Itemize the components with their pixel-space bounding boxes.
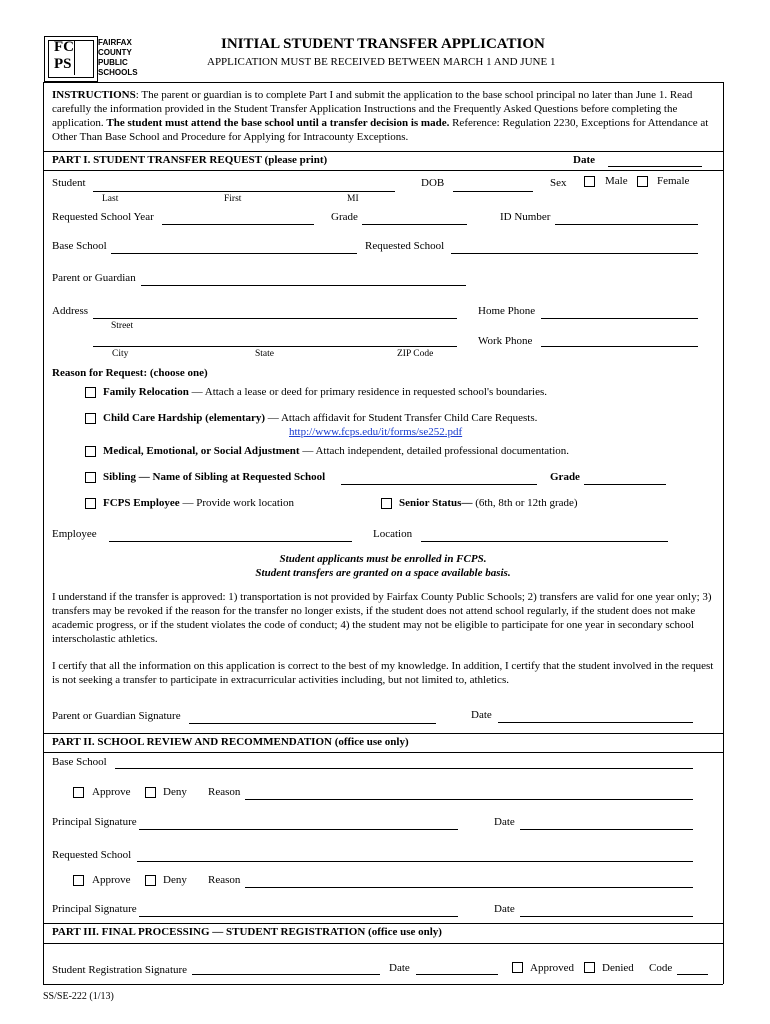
requested-year-field[interactable] [162,224,314,225]
parent-guardian-label: Parent or Guardian [52,272,136,284]
part1-date-field[interactable] [608,166,702,167]
registration-signature-field[interactable] [192,974,380,975]
base-school-label: Base School [52,240,107,252]
base-school-field[interactable] [111,253,357,254]
senior-status-option [399,497,578,509]
form-id: SS/SE-222 (1/13) [43,991,114,1002]
certify-paragraph: I certify that all the information on this application is correct to the best of my knowledge. In addition, I certify that the student involved in the request is not seeking a transfer to participate in extracurricular activities including, but not limited to, athletics. [52,660,714,686]
code-field[interactable] [677,974,708,975]
family-relocation-title: Family Relocation [103,386,189,398]
student-label: Student [52,177,86,189]
part2-requested-school-label: Requested School [52,849,132,861]
denied-checkbox[interactable] [584,962,595,973]
requested-principal-signature-field[interactable] [139,916,458,917]
instructions-text-2: Reference: Regulation 2230, Exceptions for Attendance at Other Than Base School and Procedure for Applying for Intracounty Exceptions. [52,117,709,143]
reason-heading: Reason for Request: (choose one) [52,367,208,379]
sex-label: Sex [550,177,567,189]
medical-text: — Attach independent, detailed professional documentation. [299,445,570,457]
address-label: Address [52,305,89,317]
part2-base-school-field[interactable] [115,768,693,769]
fcps-employee-title: FCPS Employee [103,497,180,509]
mi-caption: MI [347,194,359,204]
parent-signature-date-label: Date [471,709,492,721]
zip-caption: ZIP Code [397,349,434,359]
registration-date-label: Date [389,962,410,974]
approved-checkbox[interactable] [512,962,523,973]
requested-reason-label: Reason [208,874,241,886]
logo-text-line: PUBLIC [98,58,128,67]
location-field[interactable] [421,541,668,542]
city-caption: City [112,349,129,359]
base-approve-checkbox[interactable] [73,787,84,798]
logo-text-line: FAIRFAX [98,38,132,47]
base-reason-label: Reason [208,786,241,798]
family-relocation-option [103,386,547,398]
base-reason-field[interactable] [245,799,693,800]
requested-deny-label: Deny [163,874,187,886]
part3-heading: PART III. FINAL PROCESSING — STUDENT REGISTRATION (office use only) [52,926,442,938]
male-label: Male [605,175,628,187]
female-checkbox[interactable] [637,176,648,187]
student-name-field[interactable] [93,191,395,192]
requested-principal-signature-label: Principal Signature [52,903,137,915]
part2-heading: PART II. SCHOOL REVIEW AND RECOMMENDATION (office use only) [52,736,409,748]
sibling-grade-field[interactable] [584,484,666,485]
location-label: Location [373,528,413,540]
dob-label: DOB [421,177,445,189]
instructions-label: INSTRUCTIONS [52,89,136,101]
requested-school-field[interactable] [451,253,698,254]
sibling-name-field[interactable] [341,484,537,485]
medical-checkbox[interactable] [85,446,96,457]
child-care-checkbox[interactable] [85,413,96,424]
form-subtitle: APPLICATION MUST BE RECEIVED BETWEEN MARCH 1 AND JUNE 1 [207,56,556,68]
work-phone-label: Work Phone [478,335,533,347]
grade-label: Grade [331,211,358,223]
address-street-field[interactable] [93,318,457,319]
parent-signature-label: Parent or Guardian Signature [52,710,181,722]
work-phone-field[interactable] [541,346,698,347]
base-principal-date-label: Date [494,816,515,828]
family-relocation-text: — Attach a lease or deed for primary residence in requested school's boundaries. [188,386,547,398]
requested-approve-checkbox[interactable] [73,875,84,886]
id-number-label: ID Number [500,211,551,223]
home-phone-field[interactable] [541,318,698,319]
requested-approve-label: Approve [92,874,131,886]
base-principal-signature-label: Principal Signature [52,816,137,828]
street-caption: Street [111,321,134,331]
grade-field[interactable] [362,224,467,225]
requested-principal-date-label: Date [494,903,515,915]
requested-principal-date-field[interactable] [520,916,693,917]
requested-school-label: Requested School [365,240,445,252]
senior-status-title: Senior Status— [399,497,473,509]
parent-signature-date-field[interactable] [498,722,693,723]
base-deny-label: Deny [163,786,187,798]
base-principal-signature-field[interactable] [139,829,458,830]
fcps-employee-option [103,497,294,509]
employee-label: Employee [52,528,97,540]
child-care-text: — Attach affidavit for Student Transfer Child Care Requests. [265,412,538,424]
part1-heading: PART I. STUDENT TRANSFER REQUEST (please print) [52,154,328,166]
part2-requested-school-field[interactable] [137,861,693,862]
logo-text-line: SCHOOLS [98,68,138,77]
notice-space-available: Student transfers are granted on a space available basis. [255,567,511,579]
sibling-grade-label: Grade [550,471,580,483]
instructions-bold: The student must attend the base school until a transfer decision is made. [106,117,450,129]
first-name-caption: First [224,194,242,204]
part2-base-school-label: Base School [52,756,107,768]
instructions-text: : The parent or guardian is to complete Part I and submit the application to the base school principal no later than June 1. Read carefully the information provided in the Student Transfer Application Instructions and the Frequently Asked Questions before completing the application. [52,89,693,129]
requested-deny-checkbox[interactable] [145,875,156,886]
notice-enrolled: Student applicants must be enrolled in FCPS. [279,553,487,565]
parent-guardian-field[interactable] [141,285,466,286]
medical-title: Medical, Emotional, or Social Adjustment [103,445,300,457]
fcps-employee-checkbox[interactable] [85,498,96,509]
home-phone-label: Home Phone [478,305,536,317]
medical-option [103,445,569,457]
male-checkbox[interactable] [584,176,595,187]
base-approve-label: Approve [92,786,131,798]
dob-field[interactable] [453,191,533,192]
part1-date-label: Date [573,154,595,166]
instructions-block [52,88,712,144]
last-name-caption: Last [102,194,119,204]
fcps-logo [44,36,140,82]
sibling-title: Sibling — Name of Sibling at Requested School [103,471,326,483]
state-caption: State [255,349,274,359]
approved-label: Approved [530,962,574,974]
senior-status-checkbox[interactable] [381,498,392,509]
requested-reason-field[interactable] [245,887,693,888]
logo-letters-bottom: PS [54,56,72,72]
code-label: Code [649,962,673,974]
address-city-field[interactable] [93,346,457,347]
logo-letters-top: FC [54,39,74,55]
child-care-form-link[interactable]: http://www.fcps.edu/it/forms/se252.pdf [289,426,463,438]
registration-date-field[interactable] [416,974,498,975]
senior-status-text: (6th, 8th or 12th grade) [472,497,578,509]
child-care-option [103,412,537,424]
child-care-title: Child Care Hardship (elementary) [103,412,266,424]
base-deny-checkbox[interactable] [145,787,156,798]
registration-signature-label: Student Registration Signature [52,964,188,976]
parent-signature-field[interactable] [189,723,436,724]
fcps-employee-text: — Provide work location [179,497,294,509]
base-principal-date-field[interactable] [520,829,693,830]
family-relocation-checkbox[interactable] [85,387,96,398]
denied-label: Denied [602,962,634,974]
logo-text-line: COUNTY [98,48,132,57]
form-title: INITIAL STUDENT TRANSFER APPLICATION [221,36,545,52]
employee-field[interactable] [109,541,352,542]
id-number-field[interactable] [555,224,698,225]
sibling-checkbox[interactable] [85,472,96,483]
requested-year-label: Requested School Year [52,211,154,223]
female-label: Female [657,175,690,187]
understand-paragraph: I understand if the transfer is approved: 1) transportation is not provided by Fairfax County Public Schools; 2) transfers are valid for one year only; 3) transfers may be revoked if the reason for the transfer no longer exists, if the student does not attend school regularly, if the student does not make academic progress, or if the student violates the code of conduct; 4) the student may not be eligible to participate for one year in secondary school interscholastic athletics. [52,591,712,645]
